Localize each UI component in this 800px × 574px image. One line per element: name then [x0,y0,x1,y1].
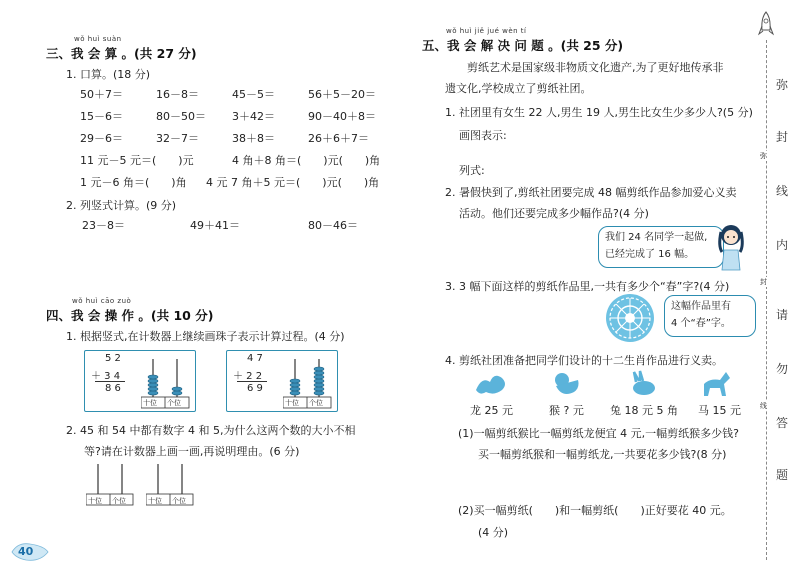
sec5-q1-formula: 列式: [459,164,485,177]
rocket-icon [757,10,775,40]
calc-item: 29－6＝ [80,132,123,145]
sec5-q4-sub1b: 买一幅剪纸猴和一幅剪纸龙,一共要花多少钱?(8 分) [478,448,727,461]
sec5-q4-sub2b: (4 分) [478,526,509,539]
sec3-q1-label: 1. 口算。(18 分) [66,68,151,81]
sec4-pinyin: wǒ huì cāo zuò [72,297,132,305]
calc-item: 15－6＝ [80,110,123,123]
vcalc-bottom: 6 9 [247,383,263,394]
seal-char: 勿 [776,362,789,376]
seal-char: 封 [776,130,789,144]
calc-item: 3＋42＝ [232,110,275,123]
sec5-title: 五、我 会 解 决 问 题 。(共 25 分) [422,38,624,53]
page-number: 40 [18,545,34,558]
vertical-calc-item: 23－8＝ [82,219,125,232]
seal-char: 请 [776,308,789,322]
ones-label: 个位 [112,497,126,505]
price-item: 猴 ? 元 [549,404,584,417]
sec5-q1-draw: 画图表示: [459,129,507,142]
seal-char: 内 [776,238,789,252]
seal-char: 线 [776,184,789,198]
abacus-panel-b [226,350,338,412]
calc-item: 56＋5－20＝ [308,88,376,101]
seal-char: 弥 [776,78,789,92]
tens-label: 十位 [285,399,299,407]
calc-item: 45－5＝ [232,88,275,101]
ones-label: 个位 [167,399,181,407]
girl-student-icon [714,222,748,272]
sec4-title: 四、我 会 操 作 。(共 10 分) [46,308,214,323]
vertical-calc-item: 49＋41＝ [190,219,240,232]
sec5-q2-line2: 活动。他们还要完成多少幅作品?(4 分) [459,207,649,220]
calc-item: 80－50＝ [156,110,206,123]
sec3-q2-label: 2. 列竖式计算。(9 分) [66,199,177,212]
bubble-line: 4 个“春”字。 [671,318,731,329]
calc-item: 16－8＝ [156,88,199,101]
calc-item: 50＋7＝ [80,88,123,101]
sec5-pinyin: wǒ huì jiě jué wèn tí [446,27,527,35]
price-item: 马 15 元 [698,404,741,417]
paper-cut-spring-icon [604,292,656,344]
tens-label: 十位 [148,497,162,505]
calc-item: 11 元－5 元＝( )元 [80,154,194,167]
vcalc-mid: ＋ 2 2 [233,371,263,382]
ones-label: 个位 [172,497,186,505]
seal-small-char: 封 [760,278,767,286]
sec4-q2-line2: 等?请在计数器上画一画,再说明理由。(6 分) [84,445,300,458]
vcalc-mid: ＋ 3 4 [91,371,121,382]
rabbit-papercut-icon [626,370,662,398]
seal-char: 题 [776,468,789,482]
horse-papercut-icon [700,370,736,398]
calc-item: 32－7＝ [156,132,199,145]
sec5-q2-line1: 2. 暑假快到了,剪纸社团要完成 48 幅剪纸作品参加爱心义卖 [445,186,737,199]
price-item: 龙 25 元 [470,404,513,417]
seal-line [766,40,767,560]
seal-char: 答 [776,416,789,430]
calc-item: 4 角＋8 角＝( )元( )角 [232,154,381,167]
sec5-q4-sub1: (1)一幅剪纸猴比一幅剪纸龙便宜 4 元,一幅剪纸猴多少钱? [458,427,739,440]
speech-bubble [664,295,756,337]
calc-item: 90－40＋8＝ [308,110,376,123]
bubble-line: 已经完成了 16 幅。 [605,249,695,260]
seal-small-char: 弥 [760,152,767,160]
sec5-q1-line1: 1. 社团里有女生 22 人,男生 19 人,男生比女生少多少人?(5 分) [445,106,753,119]
ones-label: 个位 [309,399,323,407]
seal-small-char: 线 [760,402,767,410]
sec5-intro-line1: 剪纸艺术是国家级非物质文化遗产,为了更好地传承非 [467,61,724,74]
vcalc-top: 5 2 [105,353,121,364]
calc-item: 4 元 7 角＋5 元＝( )元( )角 [206,176,380,189]
calc-item: 38＋8＝ [232,132,275,145]
sec5-intro-line2: 遗文化,学校成立了剪纸社团。 [445,82,592,95]
calc-item: 1 元－6 角＝( )角 [80,176,187,189]
bubble-line: 我们 24 名同学一起做, [605,232,708,243]
vcalc-line [237,381,267,382]
price-item: 兔 18 元 5 角 [610,404,678,417]
bubble-line: 这幅作品里有 [671,301,731,312]
vcalc-top: 4 7 [247,353,263,364]
dragon-papercut-icon [474,370,510,398]
sec4-q2-line1: 2. 45 和 54 中都有数字 4 和 5,为什么这两个数的大小不相 [66,424,356,437]
sec3-pinyin: wǒ huì suàn [74,35,122,43]
vcalc-line [95,381,125,382]
tens-label: 十位 [88,497,102,505]
calc-item: 26＋6＋7＝ [308,132,369,145]
sec3-title: 三、我 会 算 。(共 27 分) [46,46,197,61]
speech-bubble [598,226,724,268]
sec4-q1-label: 1. 根据竖式,在计数器上继续画珠子表示计算过程。(4 分) [66,330,345,343]
monkey-papercut-icon [548,370,584,398]
sec5-q4-sub2: (2)买一幅剪纸( )和一幅剪纸( )正好要花 40 元。 [458,504,732,517]
sec5-q4-line1: 4. 剪纸社团准备把同学们设计的十二生肖作品进行义卖。 [445,354,723,367]
tens-label: 十位 [143,399,157,407]
abacus-panel-a [84,350,196,412]
vertical-calc-item: 80－46＝ [308,219,358,232]
sec5-q3-line1: 3. 3 幅下面这样的剪纸作品里,一共有多少个“春”字?(4 分) [445,280,730,293]
vcalc-bottom: 8 6 [105,383,121,394]
